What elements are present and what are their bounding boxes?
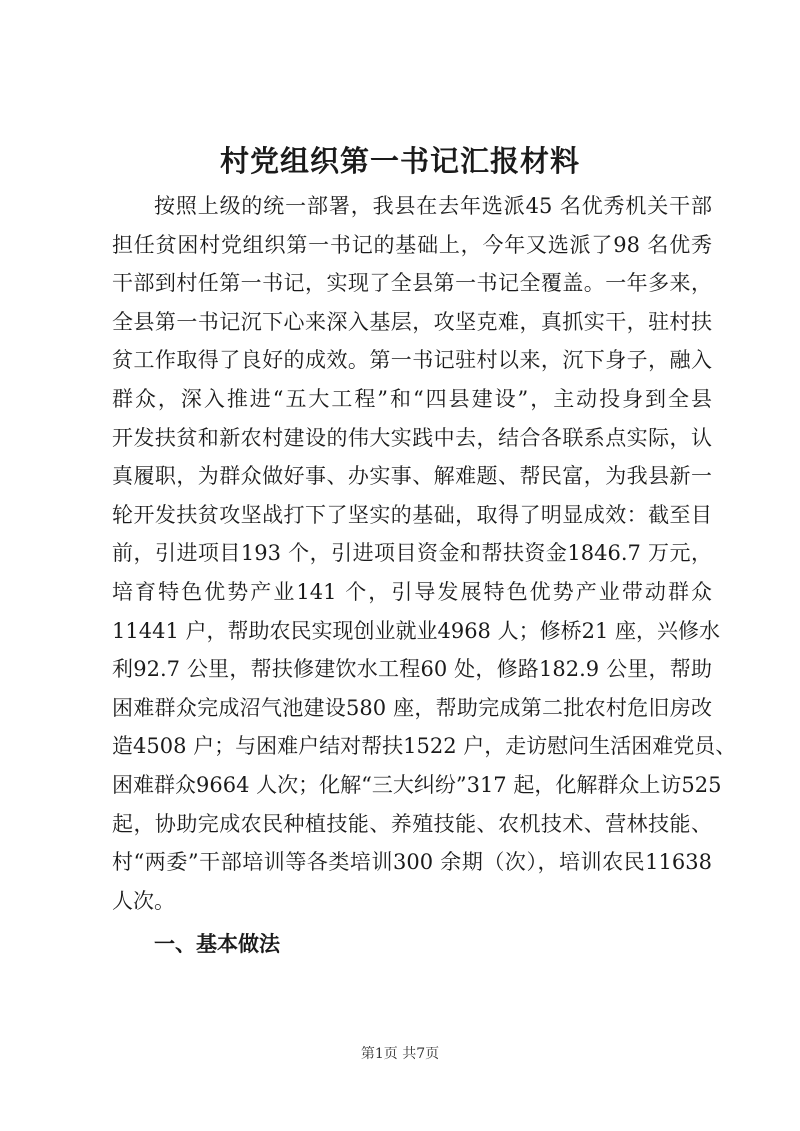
body-paragraph	[112, 187, 737, 920]
paragraph-line: 全县第一书记沉下心来深入基层，攻坚克难，真抓实干，驻村扶	[112, 309, 712, 334]
paragraph-line: 困难群众9664 人次；化解“三大纠纷”317 起，化解群众上访525	[112, 772, 722, 797]
section-heading: 一、基本做法	[154, 931, 280, 956]
paragraph-line: 贫工作取得了良好的成效。第一书记驻村以来，沉下身子，融入	[112, 348, 712, 373]
paragraph-line: 担任贫困村党组织第一书记的基础上，今年又选派了98 名优秀	[112, 232, 712, 257]
paragraph-line: 群众，深入推进“五大工程”和“四县建设”，主动投身到全县	[112, 386, 712, 411]
page-footer: 第1页 共7页	[360, 1046, 440, 1062]
paragraph-line: 起，协助完成农民种植技能、养殖技能、农机技术、营林技能、	[112, 811, 712, 836]
paragraph-line: 利92.7 公里，帮扶修建饮水工程60 处，修路182.9 公里，帮助	[112, 657, 712, 682]
paragraph-line: 村“两委”干部培训等各类培训300 余期（次），培训农民11638	[112, 850, 712, 875]
paragraph-line: 轮开发扶贫攻坚战打下了坚实的基础，取得了明显成效：截至目	[112, 502, 712, 527]
document-title: 村党组织第一书记汇报材料	[219, 144, 580, 178]
paragraph-line: 培育特色优势产业141 个，引导发展特色优势产业带动群众	[112, 579, 712, 604]
paragraph-line: 11441 户，帮助农民实现创业就业4968 人；修桥21 座，兴修水	[112, 618, 720, 643]
paragraph-line: 真履职，为群众做好事、办实事、解难题、帮民富，为我县新一	[112, 464, 712, 489]
paragraph-line: 干部到村任第一书记，实现了全县第一书记全覆盖。一年多来，	[112, 271, 712, 296]
paragraph-line: 造4508 户；与困难户结对帮扶1522 户，走访慰问生活困难党员、	[112, 734, 737, 759]
paragraph-line: 困难群众完成沼气池建设580 座，帮助完成第二批农村危旧房改	[112, 695, 712, 720]
paragraph-line: 按照上级的统一部署，我县在去年选派45 名优秀机关干部	[154, 194, 712, 218]
paragraph-line: 前，引进项目193 个，引进项目资金和帮扶资金1846.7 万元，	[112, 541, 712, 566]
paragraph-line: 开发扶贫和新农村建设的伟大实践中去，结合各联系点实际，认	[112, 425, 712, 450]
paragraph-line: 人次。	[112, 888, 175, 913]
